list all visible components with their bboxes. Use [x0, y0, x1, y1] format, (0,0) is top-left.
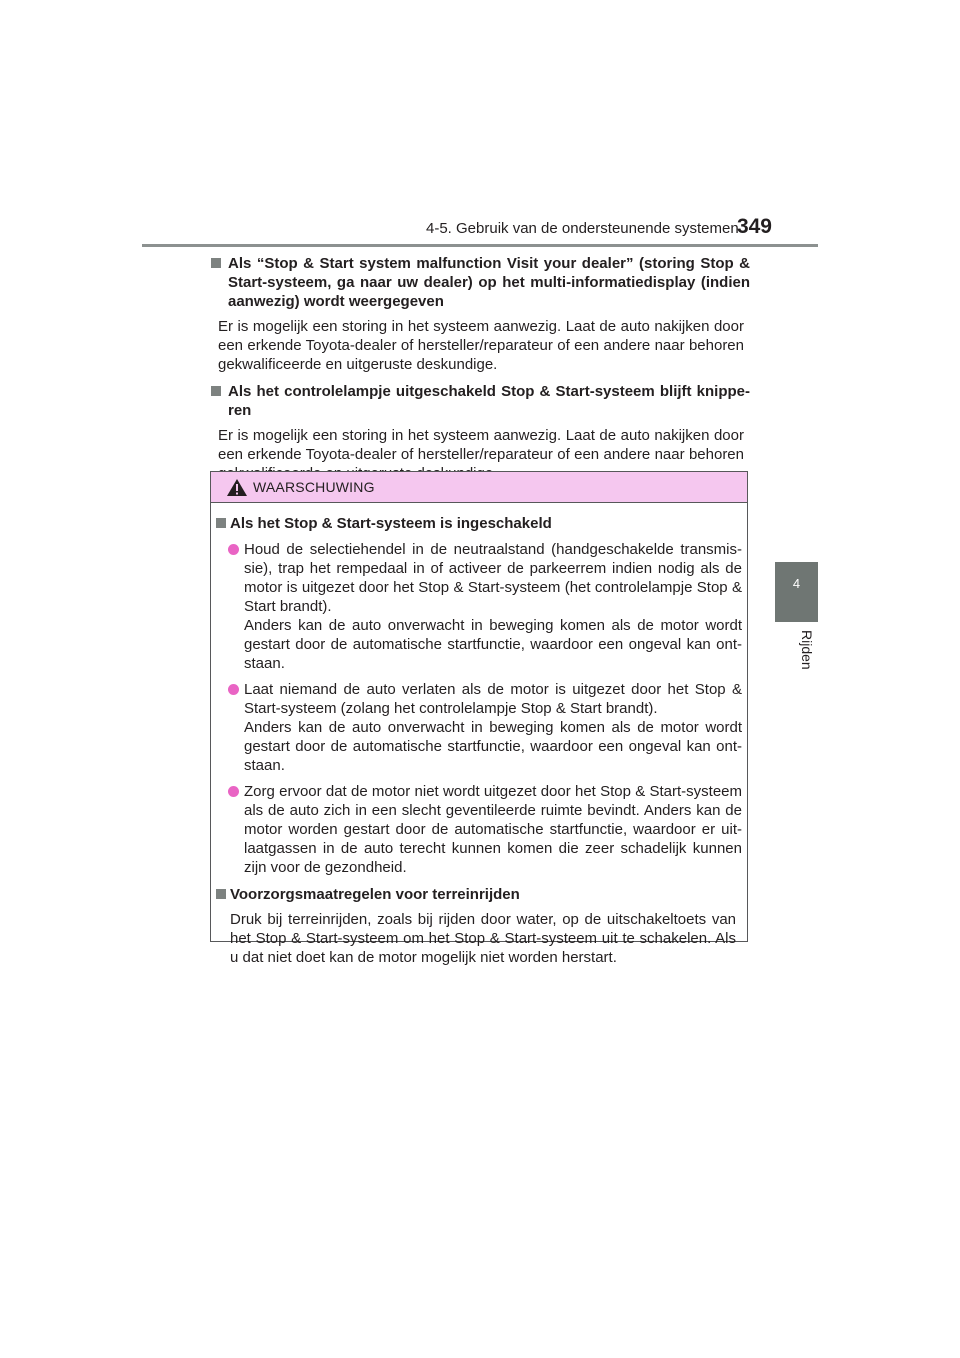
warning-triangle-icon	[227, 479, 247, 496]
heading-text: Als het controlelampje uitgeschakeld Stop & Start-systeem blijft knippe-ren	[228, 383, 750, 419]
warning-header	[211, 472, 747, 503]
bullet-item	[215, 540, 742, 673]
page-number: 349	[736, 215, 772, 238]
section-1	[210, 254, 750, 374]
heading-text: Als het Stop & Start-systeem is ingeschakeld	[230, 515, 552, 532]
bullet-text: Anders kan de auto onverwacht in beweging komen als de motor wordt gestart door de automatische startfunctie, waardoor een ongeval kan ont-staan.	[244, 719, 742, 774]
bullet-dot-icon	[228, 786, 239, 797]
bullet-text: Laat niemand de auto verlaten als de motor is uitgezet door het Stop & Start-systeem (zolang het controlelampje Stop & Start brandt).	[244, 681, 742, 717]
chapter-tab	[775, 562, 818, 622]
square-bullet-icon	[211, 386, 221, 396]
heading-text: Voorzorgsmaatregelen voor terreinrijden	[230, 886, 520, 903]
square-bullet-icon	[216, 889, 226, 899]
chapter-title: Rijden	[799, 630, 815, 670]
warning-heading	[215, 514, 742, 533]
bullet-item	[215, 782, 742, 877]
bullet-text: Anders kan de auto onverwacht in beweging komen als de motor wordt gestart door de automatische startfunctie, waardoor een ongeval kan ont-staan.	[244, 617, 742, 672]
chapter-number: 4	[792, 576, 801, 591]
section-body: Er is mogelijk een storing in het systeem aanwezig. Laat de auto nakijken door een erkende Toyota-dealer of hersteller/reparateur of een andere naar behoren	[218, 427, 744, 463]
main-content	[210, 254, 750, 491]
warning-body	[211, 503, 747, 967]
bullet-text: Zorg ervoor dat de motor niet wordt uitgezet door het Stop & Start-systeem als de auto zich in een slecht geventileerde ruimte bevindt. Anders kan de motor worden gestart door de automatische startfunctie, waardoor er uit-laatgassen in de auto terecht kunnen komen die zeer schadelijk kunnen zijn voor de gezondheid.	[244, 783, 742, 876]
section-body: Er is mogelijk een storing in het systeem aanwezig. Laat de auto nakijken door een erkende Toyota-dealer of hersteller/reparateur of een andere naar behoren gekwalificeerde en uitgeruste deskundige.	[218, 318, 744, 373]
section-heading	[210, 254, 750, 311]
bullet-dot-icon	[228, 544, 239, 555]
warning-heading	[215, 885, 742, 904]
header-rule	[142, 244, 818, 247]
bullet-item	[215, 680, 742, 775]
warning-box	[210, 471, 748, 966]
warning-title: WAARSCHUWING	[253, 479, 375, 495]
square-bullet-icon	[211, 258, 221, 268]
section-heading	[210, 382, 750, 420]
bullet-text: Houd de selectiehendel in de neutraalstand (handgeschakelde transmis-sie), trap het rempedaal in of activeer de parkeerrem indien nodig als de motor is uitgezet door het Stop & Start-systeem (het controlelampje Stop & Start brandt).	[244, 541, 742, 615]
section-2	[210, 382, 750, 483]
heading-text: Als “Stop & Start system malfunction Visit your dealer” (storing Stop & Start-systeem, ga naar uw dealer) op het multi-informatiedisplay (indien aanwezig) wordt weergegeven	[228, 255, 750, 310]
bullet-dot-icon	[228, 684, 239, 695]
warning-body-text: Druk bij terreinrijden, zoals bij rijden door water, op de uitschakeltoets van het Stop & Start-systeem om het Stop & Start-systeem uit te schakelen. Als u dat niet doet kan de motor mogelijk niet worden herstart.	[230, 911, 736, 966]
section-title: 4-5. Gebruik van de ondersteunende systemen	[426, 220, 739, 237]
square-bullet-icon	[216, 518, 226, 528]
